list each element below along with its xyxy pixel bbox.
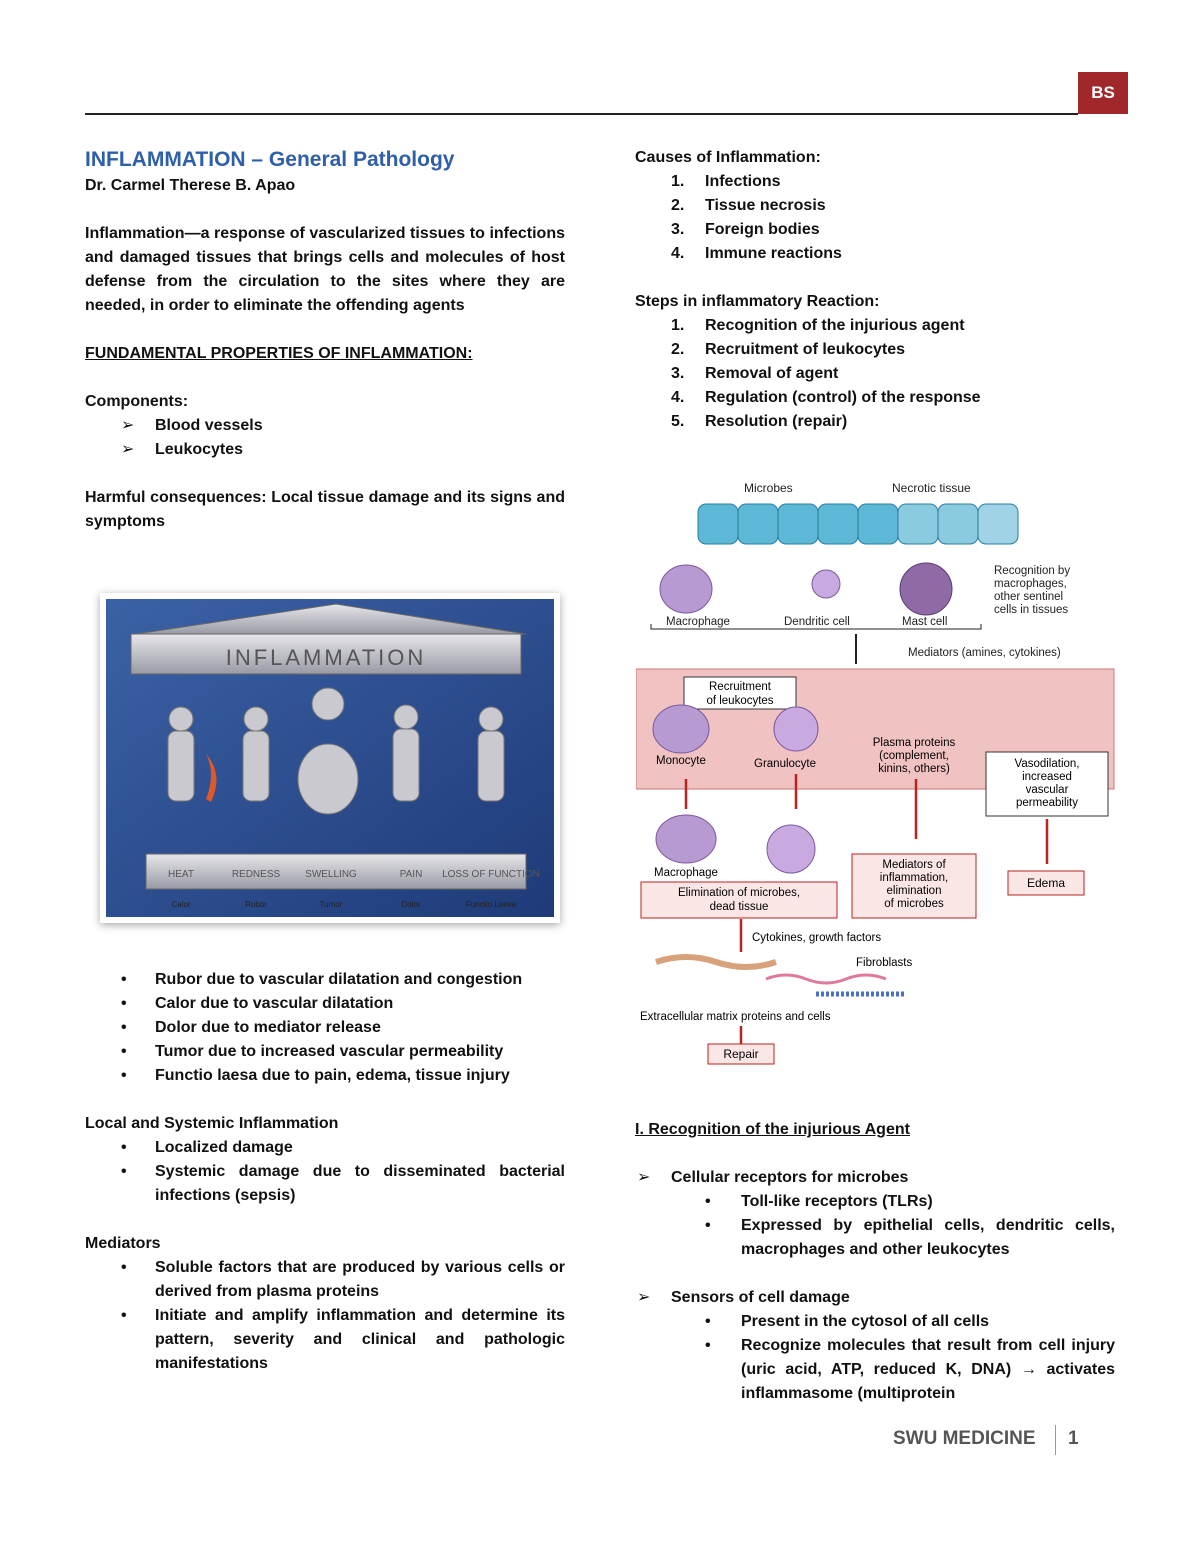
temple-label-pain: PAIN — [399, 869, 423, 880]
label-necrotic: Necrotic tissue — [892, 481, 971, 495]
inflammation-temple-image — [100, 593, 560, 923]
list-item: 3. Foreign bodies — [671, 221, 820, 238]
label-recruitment-2: of leukocytes — [706, 695, 774, 707]
left-column — [85, 146, 565, 534]
inflammation-steps-diagram — [636, 474, 1120, 1074]
signs-list — [85, 968, 565, 1088]
label-medinfl-4: of microbes — [884, 898, 944, 910]
label-vaso-3: vascular — [1025, 784, 1069, 796]
list-item: • Functio laesa due to pain, edema, tissue injury — [121, 1067, 510, 1084]
steps-list — [635, 314, 1115, 434]
label-microbes: Microbes — [744, 481, 793, 495]
causes-list — [635, 170, 1115, 266]
list-item: 4. Regulation (control) of the response — [671, 389, 981, 406]
temple-label-redness: REDNESS — [231, 869, 281, 880]
list-item: 1. Recognition of the injurious agent — [671, 317, 965, 334]
label-medinfl-1: Mediators of — [882, 859, 946, 871]
temple-latin-calor: Calor — [171, 900, 191, 909]
steps-heading: Steps in inflammatory Reaction: — [635, 293, 880, 310]
list-item: • Rubor due to vascular dilatation and congestion — [121, 971, 523, 988]
label-recognition-2: macrophages, — [994, 578, 1067, 590]
label-vaso-4: permeability — [1016, 797, 1078, 809]
label-mediators: Mediators (amines, cytokines) — [908, 647, 1061, 659]
label-monocyte: Monocyte — [656, 755, 706, 767]
temple-latin-dolor: Dolor — [401, 900, 421, 909]
list-item: 5. Resolution (repair) — [671, 413, 848, 430]
label-plasma-3: kinins, others) — [878, 763, 950, 775]
label-edema: Edema — [1026, 876, 1066, 890]
temple-label-swelling: SWELLING — [305, 869, 357, 880]
mediators-list — [85, 1256, 565, 1376]
label-granulocyte: Granulocyte — [754, 758, 817, 770]
label-recruitment-1: Recruitment — [709, 681, 771, 693]
label-macrophage2: Macrophage — [654, 867, 718, 879]
list-item: • Systemic damage due to disseminated bacterial infections (sepsis) — [121, 1163, 565, 1204]
list-item: • Tumor due to increased vascular permeability — [121, 1043, 504, 1060]
footer-label: SWU MEDICINE — [893, 1428, 1036, 1449]
list-item: 2. Recruitment of leukocytes — [671, 341, 906, 358]
list-item: 3. Removal of agent — [671, 365, 839, 382]
definition: Inflammation—a response of vascularized tissues to infections and damaged tissues that brings cells and molecules of host defense from the circulation to the sites where they are needed, in order to eliminate the offending agents — [85, 225, 565, 314]
sensors-list — [635, 1310, 1115, 1406]
components-list — [85, 414, 565, 462]
list-item: 1. Infections — [671, 173, 781, 190]
label-elimination-1: Elimination of microbes, — [677, 887, 801, 899]
label-cytokines: Cytokines, growth factors — [752, 932, 882, 944]
label-vaso-1: Vasodilation, — [1014, 758, 1080, 770]
author: Dr. Carmel Therese B. Apao — [85, 177, 296, 194]
causes-heading: Causes of Inflammation: — [635, 149, 821, 166]
components-heading: Components: — [85, 393, 189, 410]
local-systemic-heading: Local and Systemic Inflammation — [85, 1115, 339, 1132]
right-column-lower — [635, 1118, 1115, 1406]
label-plasma-1: Plasma proteins — [872, 737, 956, 749]
header-rule — [85, 113, 1078, 115]
label-recognition-4: cells in tissues — [994, 604, 1069, 616]
label-macrophage: Macrophage — [666, 616, 730, 628]
receptors-list — [635, 1190, 1115, 1262]
page-title: INFLAMMATION – General Pathology — [85, 148, 455, 171]
temple-latin-tumor: Tumor — [319, 900, 343, 909]
label-elimination-2: dead tissue — [709, 901, 769, 913]
local-systemic-list — [85, 1136, 565, 1208]
list-item: • Initiate and amplify inflammation and determine its pattern, severity and clinical and pathologic manifestations — [121, 1307, 565, 1372]
label-vaso-2: increased — [1022, 771, 1072, 783]
label-dendritic: Dendritic cell — [784, 616, 850, 628]
mediators-heading: Mediators — [85, 1235, 161, 1252]
list-item: • Localized damage — [121, 1139, 293, 1156]
section1-heading: I. Recognition of the injurious Agent — [635, 1121, 910, 1138]
label-fibroblasts: Fibroblasts — [856, 957, 913, 969]
right-column — [635, 146, 1115, 434]
harmful-consequences: Harmful consequences: Local tissue damage and its signs and symptoms — [85, 489, 565, 530]
list-item: ➢ Blood vessels — [121, 417, 263, 434]
label-medinfl-2: inflammation, — [879, 872, 949, 884]
label-mast: Mast cell — [902, 616, 948, 628]
label-plasma-2: (complement, — [879, 750, 949, 762]
left-column-lower — [85, 968, 565, 1376]
temple-latin-functio: Functio Laesa — [465, 900, 517, 909]
label-recognition-1: Recognition by — [994, 565, 1071, 577]
list-item: • Recognize molecules that result from cell injury (uric acid, ATP, reduced K, DNA) → activates inflammasome (multiprotein — [705, 1337, 1115, 1402]
label-repair: Repair — [723, 1047, 759, 1061]
list-item: • Soluble factors that are produced by various cells or derived from plasma proteins — [121, 1259, 565, 1300]
list-item: • Calor due to vascular dilatation — [121, 995, 394, 1012]
list-item: • Toll-like receptors (TLRs) — [705, 1193, 933, 1210]
footer-divider — [1055, 1425, 1056, 1455]
list-item: ➢ Leukocytes — [121, 441, 244, 458]
fundamental-heading: FUNDAMENTAL PROPERTIES OF INFLAMMATION: — [85, 345, 473, 362]
temple-label-loss: LOSS OF FUNCTION — [442, 869, 540, 880]
label-ecm: Extracellular matrix proteins and cells — [640, 1011, 831, 1023]
temple-latin-rubor: Rubor — [245, 900, 267, 909]
receptors-heading: ➢ Cellular receptors for microbes — [637, 1169, 909, 1186]
list-item: • Present in the cytosol of all cells — [705, 1313, 990, 1330]
label-medinfl-3: elimination — [886, 885, 942, 897]
page-number: 1 — [1068, 1428, 1079, 1449]
list-item: • Dolor due to mediator release — [121, 1019, 381, 1036]
list-item: 2. Tissue necrosis — [671, 197, 826, 214]
temple-banner: INFLAMMATION — [225, 645, 427, 670]
temple-label-heat: HEAT — [168, 869, 194, 880]
label-recognition-3: other sentinel — [994, 591, 1064, 603]
sensors-heading: ➢ Sensors of cell damage — [637, 1289, 850, 1306]
list-item: • Expressed by epithelial cells, dendritic cells, macrophages and other leukocytes — [705, 1217, 1115, 1258]
list-item: 4. Immune reactions — [671, 245, 842, 262]
header-badge: BS — [1078, 72, 1128, 114]
